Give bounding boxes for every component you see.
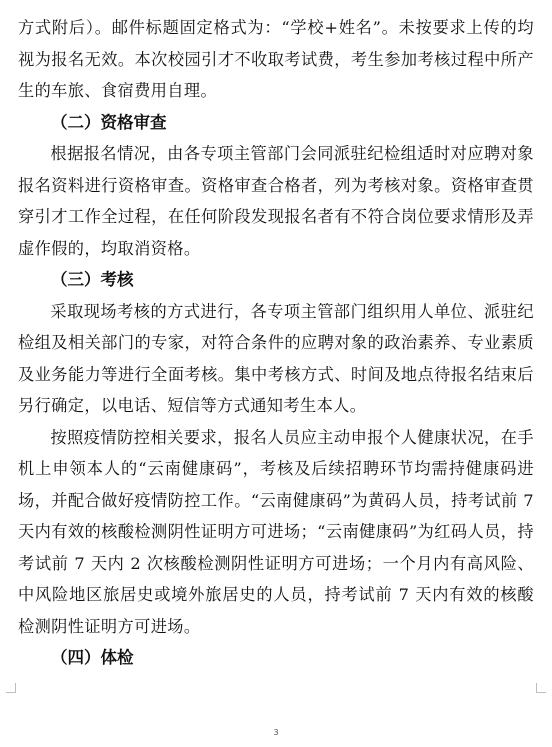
paragraph-qualification-review: 根据报名情况，由各专项主管部门会同派驻纪检组适时对应聘对象报名资料进行资格审查。资格审查合格者，列为考核对象。资格审查贯穿引才工作全过程，在任何阶段发现报名者有不符合岗位要求情形及弄虚作假的，均取消资格。 <box>18 144 534 258</box>
margin-corner-mark-left <box>6 683 16 693</box>
paragraph-assessment: 采取现场考核的方式进行，各专项主管部门组织用人单位、派驻纪检组及相关部门的专家，对符合条件的应聘对象的政治素养、专业素质及业务能力等进行全面考核。集中考核方式、时间及地点待报名结束后另行确定，以电话、短信等方式通知考生本人。 <box>18 301 534 415</box>
heading-assessment: （三）考核 <box>51 270 134 289</box>
margin-corner-mark-right <box>536 683 546 693</box>
paragraph-registration-note: 方式附后）。邮件标题固定格式为：“学校+姓名”。未按要求上传的均视为报名无效。本次校园引才不收取考试费，考生参加考核过程中所产生的车旅、食宿费用自理。 <box>18 18 534 100</box>
document-body <box>18 12 534 674</box>
heading-physical-exam: （四）体检 <box>51 648 134 667</box>
paragraph-epidemic-prevention: 按照疫情防控相关要求，报名人员应主动申报个人健康状况，在手机上申领本人的“云南健康码”，考核及后续招聘环节均需持健康码进场，并配合做好疫情防控工作。“云南健康码”为黄码人员，持考试前 7 天内有效的核酸检测阴性证明方可进场；“云南健康码”为红码人员，持考试前 7 天内 2 次核酸检测阴性证明方可进场；一个月内有高风险、中风险地区旅居史或境外旅居史的人员，持考试前 7 天内有效的核酸检测阴性证明方可进场。 <box>18 427 534 636</box>
page-number: 3 <box>273 728 279 737</box>
heading-qualification-review: （二）资格审查 <box>51 112 167 132</box>
